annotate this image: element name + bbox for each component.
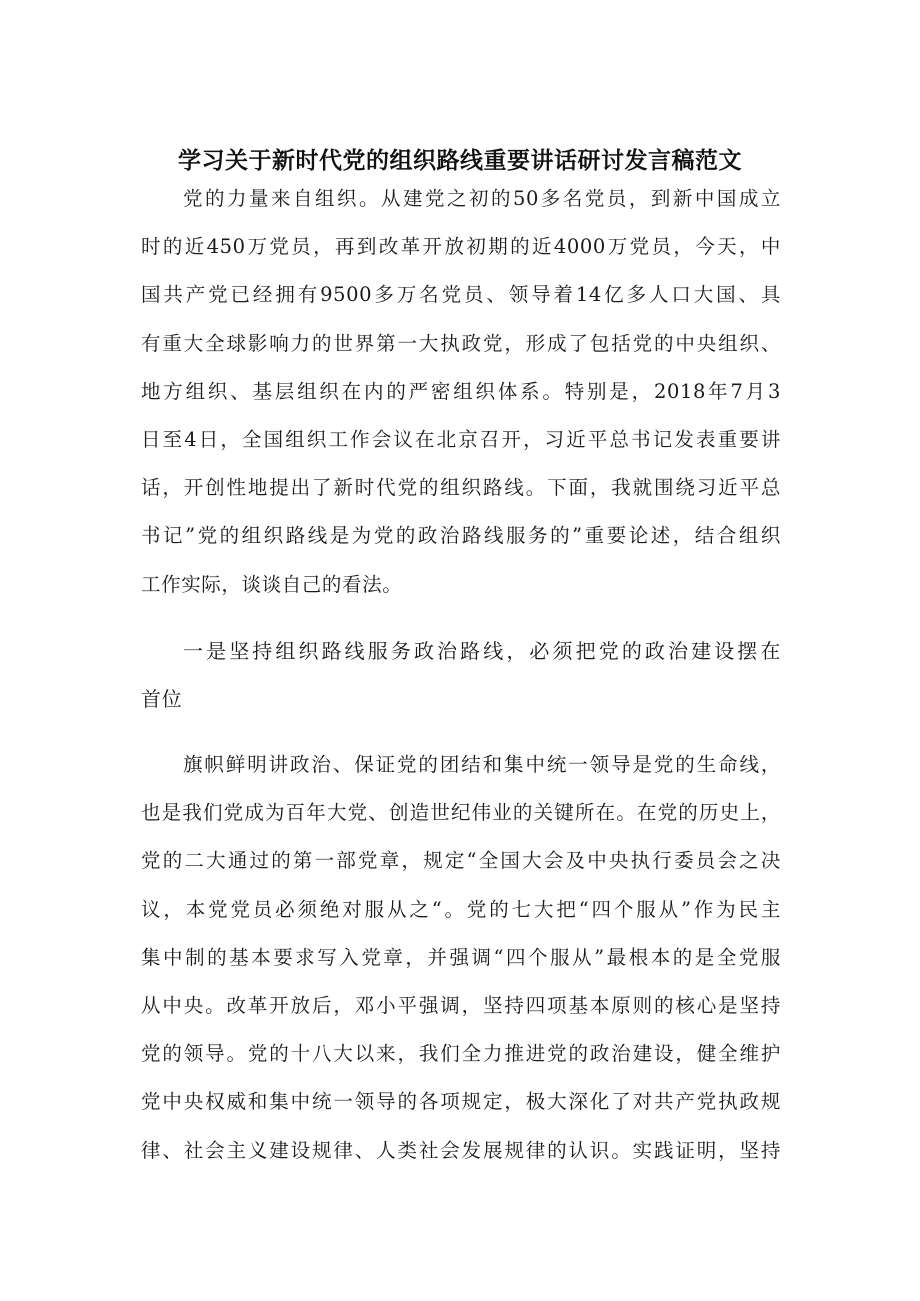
text-line: 话，开创性地提出了新时代党的组织路线。下面，我就围绕习近平总 (141, 476, 781, 500)
text-line: 地方组织、基层组织在内的严密组织体系。特别是，2018年7月3 (141, 379, 781, 403)
section-heading (141, 627, 781, 723)
text-line: 国共产党已经拥有9500多万名党员、领导着14亿多人口大国、具 (141, 283, 781, 307)
paragraph-section-one (141, 741, 781, 1175)
text-line: 议，本党党员必须绝对服从之“。党的七大把“四个服从”作为民主 (141, 897, 781, 921)
text-line: 时的近450万党员，再到改革开放初期的近4000万党员，今天，中 (141, 235, 781, 259)
text-line: 也是我们党成为百年大党、创造世纪伟业的关键所在。在党的历史上， (141, 801, 781, 825)
text-line: 党的力量来自组织。从建党之初的50多名党员，到新中国成立 (183, 187, 781, 210)
heading-line: 一是坚持组织路线服务政治路线，必须把党的政治建设摆在 (183, 638, 781, 663)
document-title: 学习关于新时代党的组织路线重要讲话研讨发言稿范文 (178, 148, 742, 174)
heading-line: 首位 (141, 686, 183, 711)
paragraph-intro (141, 175, 781, 609)
document-body (141, 175, 781, 1175)
text-line: 从中央。改革开放后，邓小平强调，坚持四项基本原则的核心是坚持 (141, 994, 781, 1017)
text-line: 日至4日，全国组织工作会议在北京召开，习近平总书记发表重要讲 (141, 427, 781, 451)
text-line: 书记”党的组织路线是为党的政治路线服务的”重要论述，结合组织 (141, 524, 781, 548)
text-line: 党的领导。党的十八大以来，我们全力推进党的政治建设，健全维护 (141, 1042, 781, 1066)
text-line: 工作实际，谈谈自己的看法。 (141, 572, 403, 596)
text-line: 旗帜鲜明讲政治、保证党的团结和集中统一领导是党的生命线， (183, 753, 781, 777)
text-line: 律、社会主义建设规律、人类社会发展规律的认识。实践证明，坚持 (141, 1138, 781, 1162)
text-line: 有重大全球影响力的世界第一大执政党，形成了包括党的中央组织、 (141, 331, 781, 355)
text-line: 集中制的基本要求写入党章，并强调“四个服从”最根本的是全党服 (141, 945, 781, 969)
text-line: 党中央权威和集中统一领导的各项规定，极大深化了对共产党执政规 (141, 1090, 781, 1114)
text-line: 党的二大通过的第一部党章，规定“全国大会及中央执行委员会之决 (141, 849, 781, 873)
